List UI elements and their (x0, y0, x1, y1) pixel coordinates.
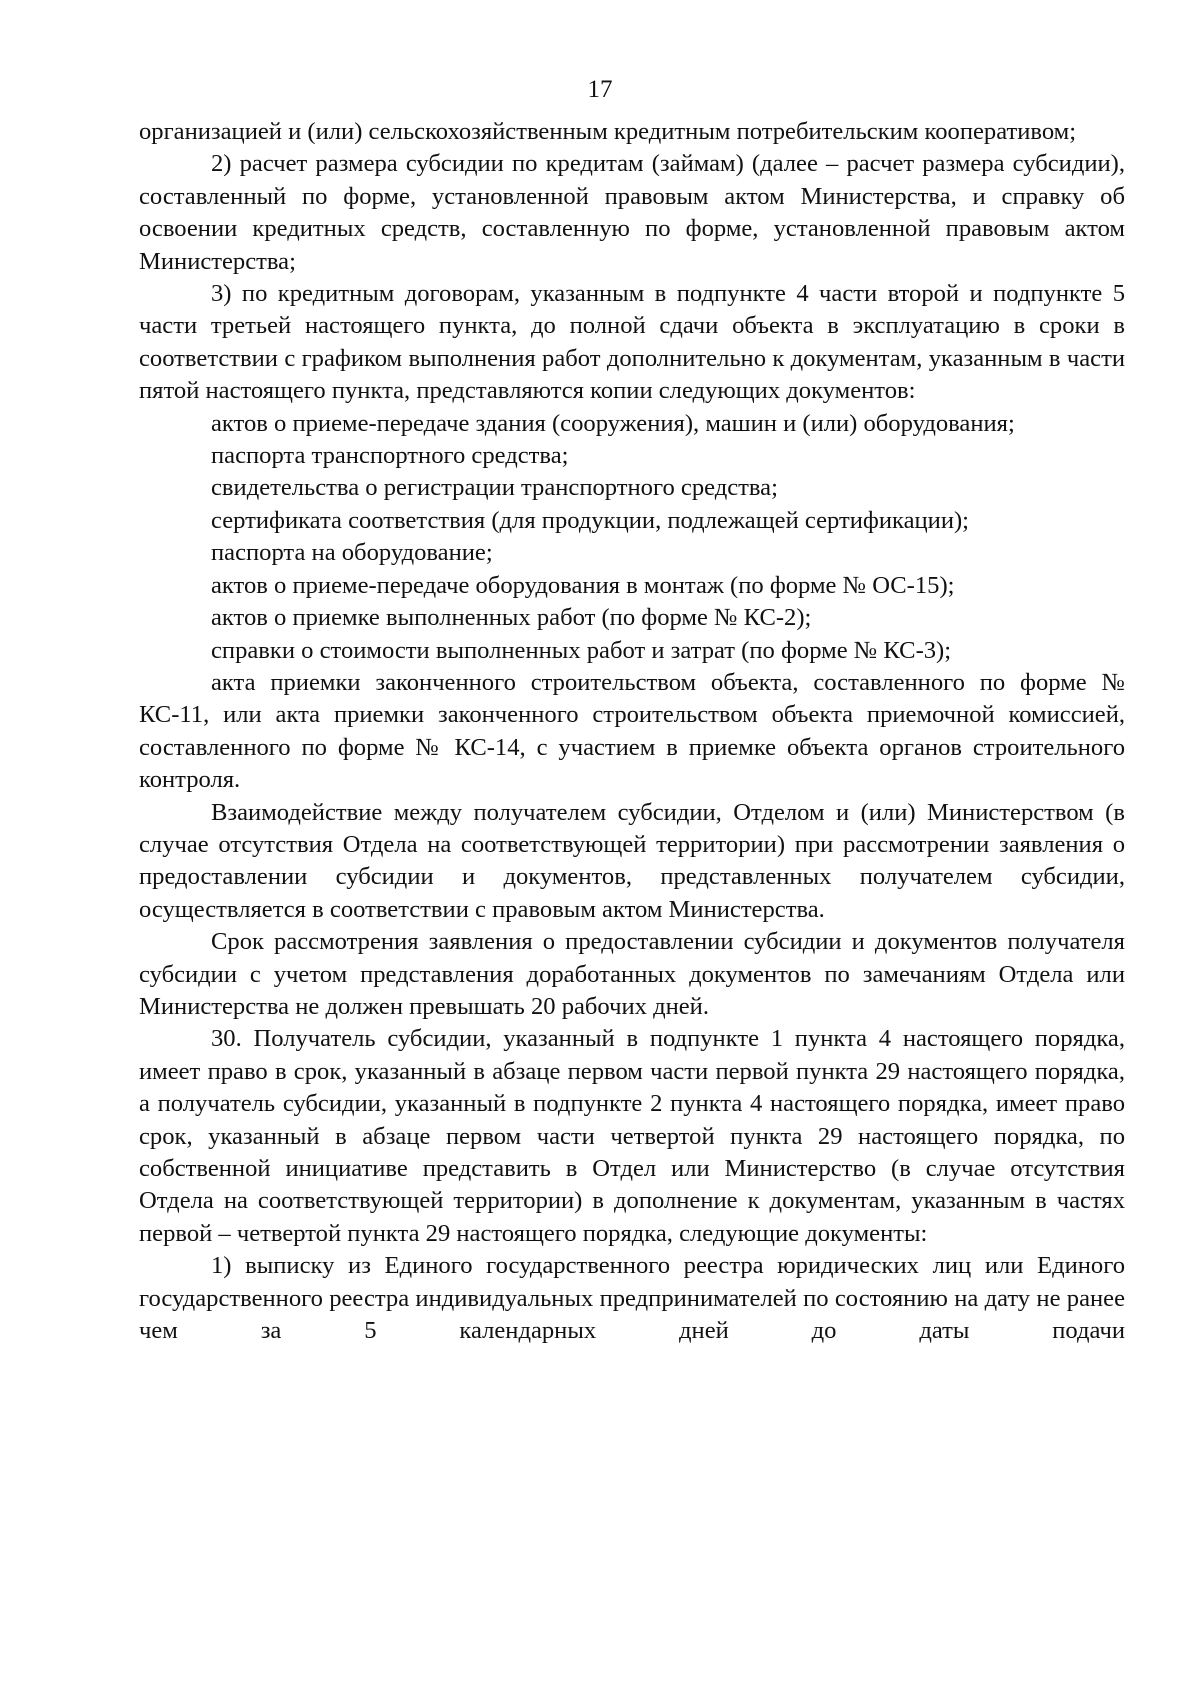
paragraph: 30. Получатель субсидии, указанный в подпункте 1 пункта 4 настоящего порядка, имеет право в срок, указанный в абзаце первом части первой пункта 29 настоящего порядка, а получатель субсидии, указанный в подпункте 2 пункта 4 настоящего порядка, имеет право срок, указанный в абзаце первом части четвертой пункта 29 настоящего порядка, по собственной инициативе представить в Отдел или Министерство (в случае отсутствия Отдела на соответствующей территории) в дополнение к документам, указанным в частях первой – четвертой пункта 29 настоящего порядка, следующие документы: (139, 1025, 1125, 1247)
list-item: справки о стоимости выполненных работ и затрат (по форме № КС-3); (211, 636, 952, 664)
list-item: паспорта транспортного средства; (211, 442, 569, 470)
paragraph: Срок рассмотрения заявления о предоставлении субсидии и документов получателя субсидии с учетом представления доработанных документов по замечаниям Отдела или Министерства не должен превышать 20 рабочих дней. (139, 928, 1125, 1020)
document-body (139, 116, 1125, 1347)
list-item: акта приемки законченного строительством объекта, составленного по форме № КС-11, или акта приемки законченного строительством объекта приемочной комиссией, составленного по форме № КС-14, с участием в приемке объекта органов строительного контроля. (139, 668, 1125, 794)
list-item: сертификата соответствия (для продукции, подлежащей сертификации); (211, 506, 969, 534)
page-number: 17 (587, 76, 613, 103)
list-item: актов о приемке выполненных работ (по форме № КС-2); (211, 604, 812, 632)
paragraph: 1) выписку из Единого государственного реестра юридических лиц или Единого государственного реестра индивидуальных предпринимателей по состоянию на дату не ранее чем за 5 календарных дней до даты подачи (139, 1252, 1125, 1345)
paragraph: 3) по кредитным договорам, указанным в подпункте 4 части второй и подпункте 5 части третьей настоящего пункта, до полной сдачи объекта в эксплуатацию в сроки в соответствии с графиком выполнения работ дополнительно к документам, указанным в части пятой настоящего пункта, представляются копии следующих документов: (139, 280, 1125, 405)
paragraph: Взаимодействие между получателем субсидии, Отделом и (или) Министерством (в случае отсутствия Отдела на соответствующей территории) при рассмотрении заявления о предоставлении субсидии и документов, представленных получателем субсидии, осуществляется в соответствии с правовым актом Министерства. (139, 798, 1125, 923)
list-item: паспорта на оборудование; (211, 539, 493, 567)
list-item: актов о приеме-передаче здания (сооружения), машин и (или) оборудования; (211, 409, 1015, 437)
list-item: свидетельства о регистрации транспортного средства; (211, 474, 778, 502)
paragraph: 2) расчет размера субсидии по кредитам (займам) (далее – расчет размера субсидии), составленный по форме, установленной правовым актом Министерства, и справку об освоении кредитных средств, составленную по форме, установленной правовым актом Министерства; (139, 150, 1125, 275)
paragraph: организацией и (или) сельскохозяйственным кредитным потребительским кооперативом; (139, 118, 1077, 145)
list-item: актов о приеме-передаче оборудования в монтаж (по форме № ОС-15); (211, 571, 955, 599)
